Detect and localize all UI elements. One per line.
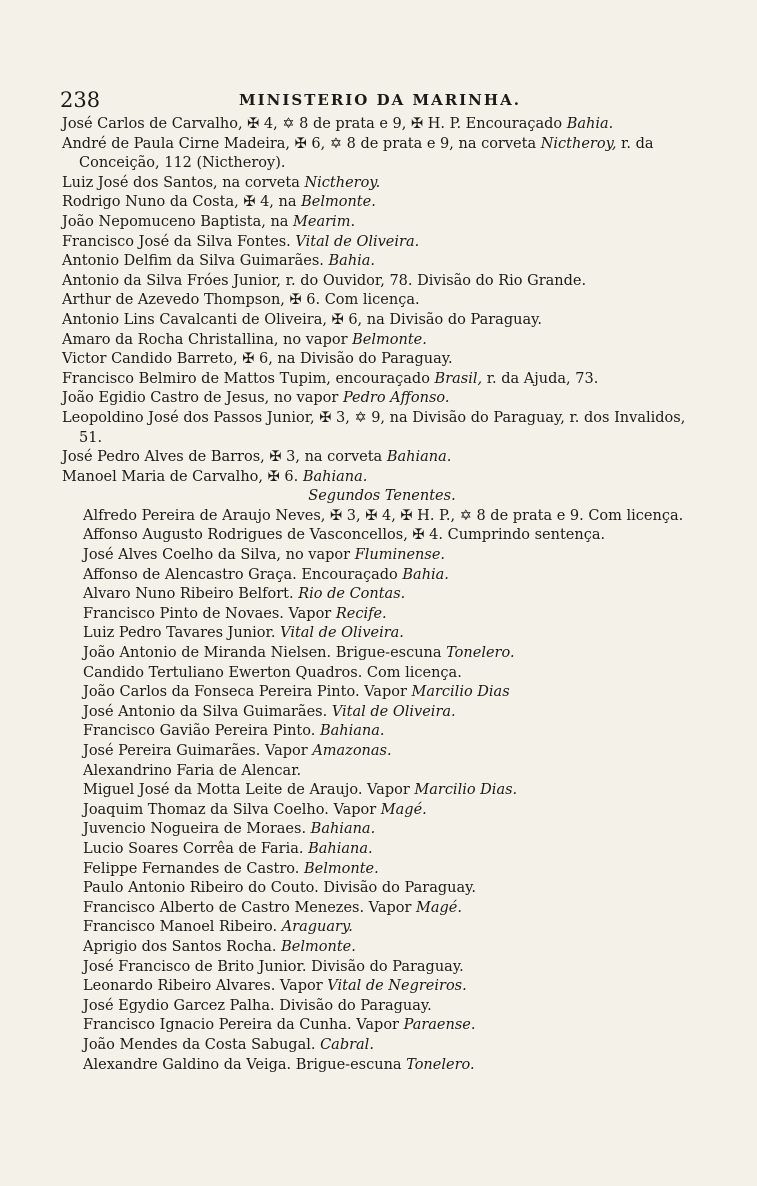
entry-text: Antonio Delfim da Silva Guimarães. — [62, 253, 329, 270]
officer-entry — [62, 409, 702, 448]
entry-text: João Egidio Castro de Jesus, no vapor — [62, 390, 343, 407]
officer-entry — [62, 448, 702, 468]
officer-entry — [70, 977, 702, 997]
entry-text: Joaquim Thomaz da Silva Coelho. Vapor — [83, 801, 381, 818]
vessel-name: Nictheroy. — [304, 174, 381, 191]
vessel-name: Magé. — [416, 899, 462, 916]
officer-entry — [70, 840, 702, 860]
vessel-name: Marcilio Dias — [411, 684, 510, 701]
vessel-name: Tonelero. — [406, 1056, 475, 1073]
vessel-name: Belmonte. — [301, 194, 376, 211]
entry-text: Arthur de Azevedo Thompson, ✠ 6. Com licença. — [62, 292, 420, 309]
entry-text: Affonso Augusto Rodrigues de Vasconcellos, ✠ 4. Cumprindo sentença. — [83, 527, 606, 544]
officer-entry — [70, 918, 702, 938]
officer-entry — [62, 233, 702, 253]
vessel-name: Pedro Affonso. — [342, 390, 450, 407]
vessel-name: Vital de Oliveira. — [331, 703, 456, 720]
vessel-name: Rio de Contas. — [298, 586, 406, 603]
officer-entry — [70, 742, 702, 762]
officer-entry — [62, 213, 702, 233]
vessel-name: Bahiana. — [386, 449, 452, 466]
entry-text: Affonso de Alencastro Graça. Encouraçado — [83, 566, 403, 583]
vessel-name: Mearim. — [293, 213, 356, 230]
page-header — [60, 88, 700, 112]
entry-text: José Carlos de Carvalho, ✠ 4, ✡ 8 de prata e 9, ✠ H. P. Encouraçado — [62, 116, 567, 132]
entry-text: José Pedro Alves de Barros, ✠ 3, na corveta — [62, 449, 387, 466]
vessel-name: Belmonte. — [304, 860, 379, 877]
vessel-name: Bahiana. — [302, 468, 368, 485]
vessel-name: Tonelero. — [446, 645, 515, 662]
officer-entry — [70, 624, 702, 644]
officer-entry — [70, 1056, 702, 1076]
vessel-name: Recife. — [335, 605, 387, 622]
entry-text: José Pereira Guimarães. Vapor — [83, 743, 313, 759]
entry-text: André de Paula Cirne Madeira, ✠ 6, ✡ 8 de prata e 9, na corveta — [62, 135, 541, 152]
entry-text: Francisco Gavião Pereira Pinto. — [83, 723, 320, 740]
vessel-name: Brasil, — [434, 370, 483, 387]
entry-text: Alfredo Pereira de Araujo Neves, ✠ 3, ✠ 4, ✠ H. P., ✡ 8 de prata e 9. Com licença. — [83, 507, 684, 524]
officer-entry — [70, 820, 702, 840]
entry-text: Francisco José da Silva Fontes. — [62, 233, 296, 250]
vessel-name: Araguary. — [281, 919, 353, 936]
entry-text: Candido Tertuliano Ewerton Quadros. Com licença. — [83, 664, 462, 681]
officer-entry — [70, 1036, 702, 1056]
entry-text: Lucio Soares Corrêa de Faria. — [83, 840, 309, 857]
section-title: Segundos Tenentes. — [308, 488, 456, 505]
officer-entry — [70, 605, 702, 625]
entry-text: Aprigio dos Santos Rocha. — [83, 938, 282, 955]
vessel-name: Fluminense. — [354, 547, 446, 564]
vessel-name: Marcilio Dias. — [414, 782, 518, 799]
officer-entry — [62, 174, 702, 194]
entry-text: Amaro da Rocha Christallina, no vapor — [62, 331, 353, 348]
first-lieutenants-list — [62, 115, 702, 487]
entry-text: Alexandrino Faria de Alencar. — [83, 762, 302, 779]
vessel-name: Cabral. — [320, 1036, 374, 1053]
entry-address: r. da Conceição, 112 (Nictheroy). — [79, 135, 654, 172]
entry-text: Felippe Fernandes de Castro. — [83, 860, 304, 877]
entry-text: Francisco Belmiro de Mattos Tupim, encouraçado — [62, 370, 435, 387]
officer-entry — [62, 252, 702, 272]
officer-entry — [70, 644, 702, 664]
officer-entry — [62, 468, 702, 488]
officer-entry — [62, 115, 702, 135]
officer-entry — [70, 664, 702, 684]
vessel-name: Vital de Oliveira. — [280, 625, 404, 642]
officer-entry — [70, 958, 702, 978]
entry-text: Francisco Manoel Ribeiro. — [83, 919, 282, 936]
vessel-name: Bahia. — [566, 116, 614, 132]
vessel-name: Belmonte. — [281, 938, 356, 955]
page-number: 238 — [60, 88, 101, 112]
vessel-name: Amazonas. — [312, 743, 392, 759]
entry-text: João Carlos da Fonseca Pereira Pinto. Vapor — [83, 684, 412, 701]
entry-text: Luiz José dos Santos, na corveta — [62, 174, 305, 191]
officer-entry — [70, 860, 702, 880]
officer-entry — [70, 703, 702, 723]
officer-entry — [62, 389, 702, 409]
vessel-name: Bahiana. — [310, 821, 376, 838]
officer-entry — [62, 272, 702, 292]
entry-text: Francisco Pinto de Novaes. Vapor — [83, 605, 336, 622]
officer-entry — [62, 370, 702, 390]
officer-entry — [70, 879, 702, 899]
entry-text: Francisco Alberto de Castro Menezes. Vapor — [83, 899, 417, 916]
entry-text: Leopoldino José dos Passos Junior, ✠ 3, ✡ 9, na Divisão do Paraguay, r. dos Invalidos, 51. — [62, 409, 686, 446]
vessel-name: Vital de Oliveira. — [295, 233, 420, 250]
officer-entry — [62, 311, 702, 331]
officer-entry — [70, 566, 702, 586]
entry-text: João Antonio de Miranda Nielsen. Brigue-escuna — [83, 645, 447, 662]
entry-text: Paulo Antonio Ribeiro do Couto. Divisão do Paraguay. — [83, 880, 476, 897]
entry-text: Rodrigo Nuno da Costa, ✠ 4, na — [62, 194, 302, 211]
entry-text: Alvaro Nuno Ribeiro Belfort. — [83, 586, 299, 603]
officer-entry — [62, 193, 702, 213]
entry-text: Antonio da Silva Fróes Junior, r. do Ouvidor, 78. Divisão do Rio Grande. — [62, 272, 587, 289]
vessel-name: Belmonte. — [352, 331, 427, 348]
officer-entry — [70, 762, 702, 782]
officer-entry — [70, 683, 702, 703]
vessel-name: Bahiana. — [319, 723, 385, 740]
officer-entry — [70, 1016, 702, 1036]
entry-text: João Nepomuceno Baptista, na — [62, 213, 294, 230]
officer-entry — [70, 781, 702, 801]
officer-entry — [70, 899, 702, 919]
vessel-name: Vital de Negreiros. — [327, 978, 467, 995]
entry-text: José Francisco de Brito Junior. Divisão do Paraguay. — [83, 958, 464, 975]
officer-entry — [70, 507, 702, 527]
vessel-name: Magé. — [380, 801, 427, 818]
entry-text: Luiz Pedro Tavares Junior. — [83, 625, 281, 642]
officer-entry — [70, 997, 702, 1017]
officer-entry — [70, 546, 702, 566]
entry-address: r. da Ajuda, 73. — [482, 370, 599, 387]
officer-entry — [70, 722, 702, 742]
entry-text: José Antonio da Silva Guimarães. — [83, 703, 332, 720]
entry-text: Manoel Maria de Carvalho, ✠ 6. — [62, 468, 303, 485]
entry-text: José Egydio Garcez Palha. Divisão do Paraguay. — [83, 997, 432, 1014]
entry-text: Francisco Ignacio Pereira da Cunha. Vapor — [83, 1017, 404, 1034]
vessel-name: Bahia. — [328, 253, 376, 270]
officer-entry — [62, 291, 702, 311]
second-lieutenants-list — [70, 507, 702, 1075]
running-title: MINISTERIO DA MARINHA. — [239, 91, 521, 109]
entry-text: Leonardo Ribeiro Alvares. Vapor — [83, 978, 328, 995]
vessel-name: Bahiana. — [308, 840, 373, 857]
entry-text: José Alves Coelho da Silva, no vapor — [83, 547, 355, 564]
entry-text: João Mendes da Costa Sabugal. — [83, 1036, 321, 1053]
vessel-name: Bahia. — [402, 566, 449, 583]
officer-entry — [62, 350, 702, 370]
officer-entry — [62, 135, 702, 174]
officer-entry — [70, 938, 702, 958]
officer-entry — [70, 585, 702, 605]
officer-entry — [70, 526, 702, 546]
vessel-name: Paraense. — [403, 1017, 476, 1034]
vessel-name: Nictheroy, — [540, 135, 617, 152]
entry-text: Victor Candido Barreto, ✠ 6, na Divisão do Paraguay. — [62, 351, 453, 368]
entry-text: Alexandre Galdino da Veiga. Brigue-escuna — [83, 1056, 407, 1073]
officer-entry — [70, 801, 702, 821]
entries-list — [62, 115, 702, 1075]
entry-text: Juvencio Nogueira de Moraes. — [83, 821, 311, 838]
officer-entry — [62, 331, 702, 351]
entry-text: Antonio Lins Cavalcanti de Oliveira, ✠ 6, na Divisão do Paraguay. — [62, 311, 542, 328]
entry-text: Miguel José da Motta Leite de Araujo. Vapor — [83, 782, 415, 799]
